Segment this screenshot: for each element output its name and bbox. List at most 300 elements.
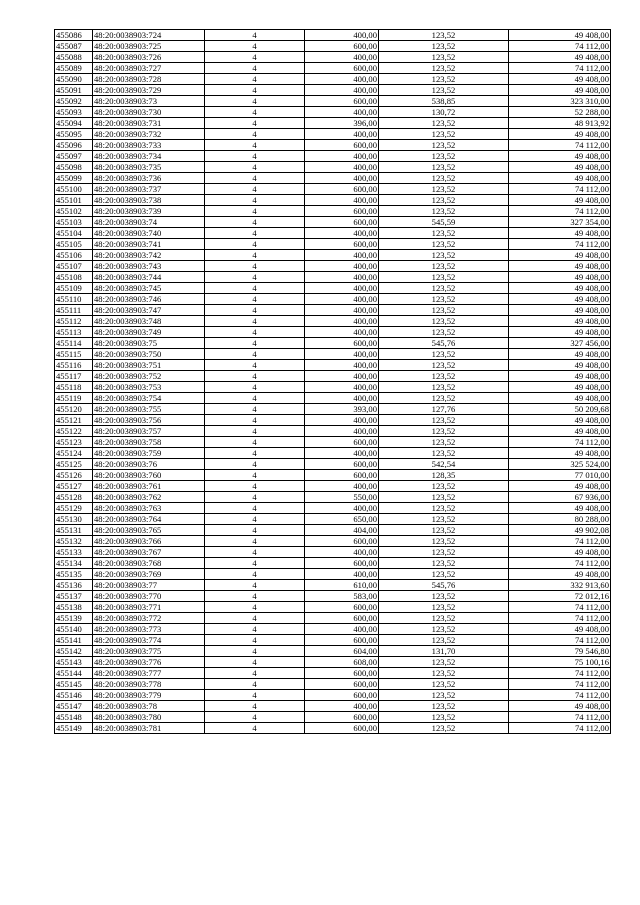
area-value-cell: 600,00	[305, 712, 379, 723]
cadastral-number-cell: 48:20:0038903:756	[93, 415, 205, 426]
cadastral-number-cell: 48:20:0038903:77	[93, 580, 205, 591]
area-value-cell: 400,00	[305, 74, 379, 85]
category-code-cell: 4	[205, 74, 305, 85]
cost-value-cell: 49 408,00	[509, 250, 611, 261]
category-code-cell: 4	[205, 272, 305, 283]
row-number-cell: 455128	[55, 492, 93, 503]
table-row	[55, 305, 611, 316]
cost-value-cell: 49 408,00	[509, 349, 611, 360]
cadastral-table	[54, 29, 611, 734]
row-number-cell: 455117	[55, 371, 93, 382]
row-number-cell: 455134	[55, 558, 93, 569]
rate-value-cell: 123,52	[379, 415, 509, 426]
row-number-cell: 455100	[55, 184, 93, 195]
area-value-cell: 400,00	[305, 701, 379, 712]
area-value-cell: 393,00	[305, 404, 379, 415]
cost-value-cell: 49 408,00	[509, 327, 611, 338]
category-code-cell: 4	[205, 129, 305, 140]
category-code-cell: 4	[205, 327, 305, 338]
cost-value-cell: 50 209,68	[509, 404, 611, 415]
row-number-cell: 455096	[55, 140, 93, 151]
table-row	[55, 74, 611, 85]
table-row	[55, 547, 611, 558]
area-value-cell: 600,00	[305, 668, 379, 679]
table-row	[55, 404, 611, 415]
cost-value-cell: 49 408,00	[509, 52, 611, 63]
row-number-cell: 455138	[55, 602, 93, 613]
cadastral-number-cell: 48:20:0038903:731	[93, 118, 205, 129]
category-code-cell: 4	[205, 712, 305, 723]
row-number-cell: 455139	[55, 613, 93, 624]
area-value-cell: 600,00	[305, 723, 379, 734]
category-code-cell: 4	[205, 525, 305, 536]
row-number-cell: 455107	[55, 261, 93, 272]
table-row	[55, 679, 611, 690]
table-row	[55, 217, 611, 228]
table-row	[55, 569, 611, 580]
cadastral-number-cell: 48:20:0038903:748	[93, 316, 205, 327]
row-number-cell: 455106	[55, 250, 93, 261]
table-row	[55, 514, 611, 525]
table-row	[55, 635, 611, 646]
category-code-cell: 4	[205, 305, 305, 316]
category-code-cell: 4	[205, 250, 305, 261]
cost-value-cell: 77 010,00	[509, 470, 611, 481]
area-value-cell: 600,00	[305, 239, 379, 250]
cost-value-cell: 49 408,00	[509, 272, 611, 283]
cadastral-number-cell: 48:20:0038903:76	[93, 459, 205, 470]
category-code-cell: 4	[205, 591, 305, 602]
cost-value-cell: 49 408,00	[509, 195, 611, 206]
cost-value-cell: 323 310,00	[509, 96, 611, 107]
table-row	[55, 107, 611, 118]
cadastral-number-cell: 48:20:0038903:747	[93, 305, 205, 316]
rate-value-cell: 123,52	[379, 679, 509, 690]
cadastral-number-cell: 48:20:0038903:780	[93, 712, 205, 723]
cadastral-number-cell: 48:20:0038903:771	[93, 602, 205, 613]
category-code-cell: 4	[205, 239, 305, 250]
cost-value-cell: 49 408,00	[509, 74, 611, 85]
rate-value-cell: 123,52	[379, 437, 509, 448]
area-value-cell: 400,00	[305, 195, 379, 206]
cost-value-cell: 74 112,00	[509, 206, 611, 217]
rate-value-cell: 123,52	[379, 30, 509, 41]
row-number-cell: 455144	[55, 668, 93, 679]
cadastral-number-cell: 48:20:0038903:774	[93, 635, 205, 646]
cost-value-cell: 74 112,00	[509, 140, 611, 151]
cost-value-cell: 49 408,00	[509, 305, 611, 316]
category-code-cell: 4	[205, 569, 305, 580]
cost-value-cell: 49 408,00	[509, 173, 611, 184]
rate-value-cell: 123,52	[379, 624, 509, 635]
table-row	[55, 426, 611, 437]
table-row	[55, 613, 611, 624]
table-row	[55, 327, 611, 338]
cadastral-number-cell: 48:20:0038903:729	[93, 85, 205, 96]
rate-value-cell: 123,52	[379, 228, 509, 239]
area-value-cell: 600,00	[305, 602, 379, 613]
category-code-cell: 4	[205, 228, 305, 239]
area-value-cell: 600,00	[305, 96, 379, 107]
area-value-cell: 600,00	[305, 140, 379, 151]
rate-value-cell: 545,76	[379, 338, 509, 349]
row-number-cell: 455095	[55, 129, 93, 140]
table-row	[55, 349, 611, 360]
document-page	[54, 29, 610, 734]
table-row	[55, 206, 611, 217]
row-number-cell: 455133	[55, 547, 93, 558]
cadastral-number-cell: 48:20:0038903:738	[93, 195, 205, 206]
category-code-cell: 4	[205, 140, 305, 151]
rate-value-cell: 123,52	[379, 701, 509, 712]
category-code-cell: 4	[205, 668, 305, 679]
cost-value-cell: 49 408,00	[509, 162, 611, 173]
table-row	[55, 591, 611, 602]
cadastral-number-cell: 48:20:0038903:752	[93, 371, 205, 382]
cadastral-number-cell: 48:20:0038903:727	[93, 63, 205, 74]
rate-value-cell: 123,52	[379, 305, 509, 316]
category-code-cell: 4	[205, 261, 305, 272]
category-code-cell: 4	[205, 492, 305, 503]
cost-value-cell: 49 902,08	[509, 525, 611, 536]
area-value-cell: 400,00	[305, 382, 379, 393]
cost-value-cell: 49 408,00	[509, 294, 611, 305]
rate-value-cell: 123,52	[379, 316, 509, 327]
row-number-cell: 455123	[55, 437, 93, 448]
cost-value-cell: 325 524,00	[509, 459, 611, 470]
rate-value-cell: 123,52	[379, 657, 509, 668]
category-code-cell: 4	[205, 690, 305, 701]
area-value-cell: 400,00	[305, 503, 379, 514]
row-number-cell: 455111	[55, 305, 93, 316]
cost-value-cell: 49 408,00	[509, 30, 611, 41]
cost-value-cell: 52 288,00	[509, 107, 611, 118]
category-code-cell: 4	[205, 679, 305, 690]
rate-value-cell: 123,52	[379, 602, 509, 613]
area-value-cell: 400,00	[305, 481, 379, 492]
cost-value-cell: 74 112,00	[509, 668, 611, 679]
category-code-cell: 4	[205, 382, 305, 393]
rate-value-cell: 123,52	[379, 569, 509, 580]
cadastral-number-cell: 48:20:0038903:728	[93, 74, 205, 85]
row-number-cell: 455140	[55, 624, 93, 635]
category-code-cell: 4	[205, 646, 305, 657]
rate-value-cell: 123,52	[379, 481, 509, 492]
category-code-cell: 4	[205, 349, 305, 360]
rate-value-cell: 123,52	[379, 184, 509, 195]
category-code-cell: 4	[205, 613, 305, 624]
cadastral-number-cell: 48:20:0038903:767	[93, 547, 205, 558]
rate-value-cell: 123,52	[379, 41, 509, 52]
rate-value-cell: 542,54	[379, 459, 509, 470]
area-value-cell: 400,00	[305, 305, 379, 316]
cost-value-cell: 74 112,00	[509, 723, 611, 734]
category-code-cell: 4	[205, 426, 305, 437]
area-value-cell: 400,00	[305, 327, 379, 338]
row-number-cell: 455108	[55, 272, 93, 283]
cadastral-number-cell: 48:20:0038903:754	[93, 393, 205, 404]
area-value-cell: 600,00	[305, 635, 379, 646]
cost-value-cell: 74 112,00	[509, 184, 611, 195]
cadastral-number-cell: 48:20:0038903:78	[93, 701, 205, 712]
row-number-cell: 455092	[55, 96, 93, 107]
rate-value-cell: 128,35	[379, 470, 509, 481]
rate-value-cell: 123,52	[379, 63, 509, 74]
category-code-cell: 4	[205, 184, 305, 195]
cadastral-number-cell: 48:20:0038903:743	[93, 261, 205, 272]
rate-value-cell: 123,52	[379, 448, 509, 459]
table-row	[55, 448, 611, 459]
table-row	[55, 668, 611, 679]
cost-value-cell: 49 408,00	[509, 415, 611, 426]
table-row	[55, 30, 611, 41]
category-code-cell: 4	[205, 371, 305, 382]
cost-value-cell: 74 112,00	[509, 536, 611, 547]
category-code-cell: 4	[205, 503, 305, 514]
cadastral-number-cell: 48:20:0038903:740	[93, 228, 205, 239]
cadastral-number-cell: 48:20:0038903:725	[93, 41, 205, 52]
rate-value-cell: 123,52	[379, 162, 509, 173]
rate-value-cell: 130,72	[379, 107, 509, 118]
row-number-cell: 455110	[55, 294, 93, 305]
cadastral-number-cell: 48:20:0038903:770	[93, 591, 205, 602]
table-row	[55, 602, 611, 613]
cost-value-cell: 48 913,92	[509, 118, 611, 129]
cadastral-number-cell: 48:20:0038903:760	[93, 470, 205, 481]
table-row	[55, 360, 611, 371]
category-code-cell: 4	[205, 580, 305, 591]
category-code-cell: 4	[205, 470, 305, 481]
area-value-cell: 400,00	[305, 294, 379, 305]
row-number-cell: 455118	[55, 382, 93, 393]
cadastral-number-cell: 48:20:0038903:74	[93, 217, 205, 228]
category-code-cell: 4	[205, 338, 305, 349]
area-value-cell: 400,00	[305, 30, 379, 41]
area-value-cell: 400,00	[305, 547, 379, 558]
table-row	[55, 283, 611, 294]
cadastral-number-cell: 48:20:0038903:724	[93, 30, 205, 41]
table-row	[55, 151, 611, 162]
area-value-cell: 600,00	[305, 206, 379, 217]
category-code-cell: 4	[205, 514, 305, 525]
area-value-cell: 600,00	[305, 41, 379, 52]
row-number-cell: 455105	[55, 239, 93, 250]
cadastral-number-cell: 48:20:0038903:735	[93, 162, 205, 173]
category-code-cell: 4	[205, 657, 305, 668]
rate-value-cell: 123,52	[379, 74, 509, 85]
rate-value-cell: 123,52	[379, 668, 509, 679]
cost-value-cell: 79 546,80	[509, 646, 611, 657]
table-row	[55, 558, 611, 569]
category-code-cell: 4	[205, 217, 305, 228]
rate-value-cell: 123,52	[379, 118, 509, 129]
row-number-cell: 455125	[55, 459, 93, 470]
area-value-cell: 600,00	[305, 536, 379, 547]
row-number-cell: 455087	[55, 41, 93, 52]
row-number-cell: 455132	[55, 536, 93, 547]
table-row	[55, 316, 611, 327]
rate-value-cell: 545,59	[379, 217, 509, 228]
table-row	[55, 624, 611, 635]
row-number-cell: 455145	[55, 679, 93, 690]
category-code-cell: 4	[205, 701, 305, 712]
rate-value-cell: 123,52	[379, 52, 509, 63]
cadastral-number-cell: 48:20:0038903:766	[93, 536, 205, 547]
cost-value-cell: 49 408,00	[509, 85, 611, 96]
cadastral-number-cell: 48:20:0038903:732	[93, 129, 205, 140]
cadastral-number-cell: 48:20:0038903:745	[93, 283, 205, 294]
category-code-cell: 4	[205, 393, 305, 404]
cadastral-number-cell: 48:20:0038903:750	[93, 349, 205, 360]
row-number-cell: 455137	[55, 591, 93, 602]
category-code-cell: 4	[205, 294, 305, 305]
area-value-cell: 400,00	[305, 360, 379, 371]
area-value-cell: 400,00	[305, 349, 379, 360]
row-number-cell: 455121	[55, 415, 93, 426]
area-value-cell: 600,00	[305, 459, 379, 470]
category-code-cell: 4	[205, 481, 305, 492]
table-row	[55, 503, 611, 514]
table-row	[55, 96, 611, 107]
rate-value-cell: 538,85	[379, 96, 509, 107]
cadastral-number-cell: 48:20:0038903:749	[93, 327, 205, 338]
area-value-cell: 400,00	[305, 624, 379, 635]
row-number-cell: 455143	[55, 657, 93, 668]
cadastral-number-cell: 48:20:0038903:739	[93, 206, 205, 217]
rate-value-cell: 123,52	[379, 393, 509, 404]
category-code-cell: 4	[205, 283, 305, 294]
table-row	[55, 712, 611, 723]
table-row	[55, 481, 611, 492]
row-number-cell: 455086	[55, 30, 93, 41]
area-value-cell: 600,00	[305, 613, 379, 624]
row-number-cell: 455146	[55, 690, 93, 701]
table-row	[55, 228, 611, 239]
category-code-cell: 4	[205, 151, 305, 162]
rate-value-cell: 123,52	[379, 349, 509, 360]
cost-value-cell: 49 408,00	[509, 503, 611, 514]
row-number-cell: 455136	[55, 580, 93, 591]
cadastral-number-cell: 48:20:0038903:753	[93, 382, 205, 393]
category-code-cell: 4	[205, 404, 305, 415]
rate-value-cell: 123,52	[379, 712, 509, 723]
cadastral-number-cell: 48:20:0038903:746	[93, 294, 205, 305]
row-number-cell: 455116	[55, 360, 93, 371]
table-row	[55, 646, 611, 657]
row-number-cell: 455122	[55, 426, 93, 437]
area-value-cell: 583,00	[305, 591, 379, 602]
category-code-cell: 4	[205, 459, 305, 470]
rate-value-cell: 123,52	[379, 690, 509, 701]
category-code-cell: 4	[205, 602, 305, 613]
area-value-cell: 396,00	[305, 118, 379, 129]
area-value-cell: 600,00	[305, 217, 379, 228]
row-number-cell: 455089	[55, 63, 93, 74]
table-row	[55, 52, 611, 63]
cost-value-cell: 49 408,00	[509, 701, 611, 712]
row-number-cell: 455099	[55, 173, 93, 184]
area-value-cell: 608,00	[305, 657, 379, 668]
area-value-cell: 600,00	[305, 338, 379, 349]
category-code-cell: 4	[205, 52, 305, 63]
category-code-cell: 4	[205, 162, 305, 173]
table-row	[55, 129, 611, 140]
rate-value-cell: 545,76	[379, 580, 509, 591]
category-code-cell: 4	[205, 195, 305, 206]
cost-value-cell: 49 408,00	[509, 261, 611, 272]
cost-value-cell: 49 408,00	[509, 129, 611, 140]
cost-value-cell: 67 936,00	[509, 492, 611, 503]
cost-value-cell: 49 408,00	[509, 481, 611, 492]
rate-value-cell: 123,52	[379, 558, 509, 569]
category-code-cell: 4	[205, 30, 305, 41]
cost-value-cell: 80 288,00	[509, 514, 611, 525]
cadastral-number-cell: 48:20:0038903:736	[93, 173, 205, 184]
row-number-cell: 455113	[55, 327, 93, 338]
table-row	[55, 382, 611, 393]
cost-value-cell: 49 408,00	[509, 228, 611, 239]
area-value-cell: 600,00	[305, 437, 379, 448]
rate-value-cell: 131,70	[379, 646, 509, 657]
row-number-cell: 455142	[55, 646, 93, 657]
table-row	[55, 492, 611, 503]
area-value-cell: 400,00	[305, 129, 379, 140]
cadastral-number-cell: 48:20:0038903:763	[93, 503, 205, 514]
row-number-cell: 455131	[55, 525, 93, 536]
table-row	[55, 173, 611, 184]
row-number-cell: 455124	[55, 448, 93, 459]
row-number-cell: 455130	[55, 514, 93, 525]
area-value-cell: 600,00	[305, 470, 379, 481]
area-value-cell: 600,00	[305, 690, 379, 701]
rate-value-cell: 123,52	[379, 294, 509, 305]
cadastral-number-cell: 48:20:0038903:768	[93, 558, 205, 569]
rate-value-cell: 123,52	[379, 173, 509, 184]
category-code-cell: 4	[205, 558, 305, 569]
table-row	[55, 580, 611, 591]
cadastral-number-cell: 48:20:0038903:757	[93, 426, 205, 437]
cadastral-number-cell: 48:20:0038903:765	[93, 525, 205, 536]
cadastral-number-cell: 48:20:0038903:772	[93, 613, 205, 624]
area-value-cell: 400,00	[305, 283, 379, 294]
area-value-cell: 400,00	[305, 52, 379, 63]
cadastral-number-cell: 48:20:0038903:755	[93, 404, 205, 415]
row-number-cell: 455129	[55, 503, 93, 514]
rate-value-cell: 123,52	[379, 283, 509, 294]
cost-value-cell: 49 408,00	[509, 426, 611, 437]
cost-value-cell: 74 112,00	[509, 63, 611, 74]
category-code-cell: 4	[205, 624, 305, 635]
cost-value-cell: 74 112,00	[509, 239, 611, 250]
cost-value-cell: 332 913,60	[509, 580, 611, 591]
cadastral-number-cell: 48:20:0038903:751	[93, 360, 205, 371]
cost-value-cell: 49 408,00	[509, 283, 611, 294]
cadastral-number-cell: 48:20:0038903:744	[93, 272, 205, 283]
cost-value-cell: 327 354,00	[509, 217, 611, 228]
area-value-cell: 400,00	[305, 151, 379, 162]
row-number-cell: 455102	[55, 206, 93, 217]
row-number-cell: 455114	[55, 338, 93, 349]
rate-value-cell: 123,52	[379, 591, 509, 602]
cost-value-cell: 74 112,00	[509, 690, 611, 701]
table-row	[55, 261, 611, 272]
category-code-cell: 4	[205, 206, 305, 217]
cadastral-number-cell: 48:20:0038903:741	[93, 239, 205, 250]
table-row	[55, 338, 611, 349]
category-code-cell: 4	[205, 316, 305, 327]
table-row	[55, 437, 611, 448]
cost-value-cell: 49 408,00	[509, 151, 611, 162]
